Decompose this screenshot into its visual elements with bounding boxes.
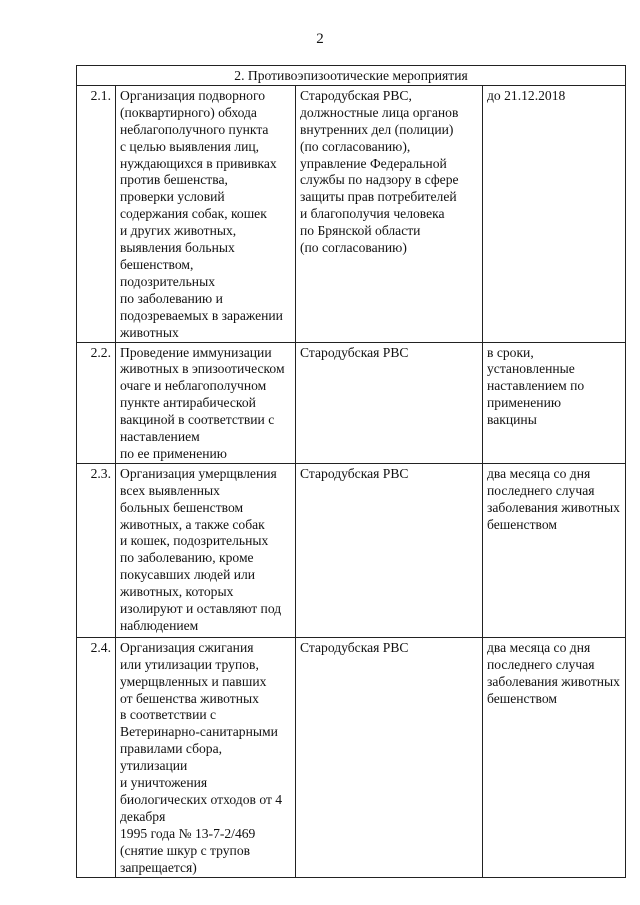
row-number: 2.4. bbox=[77, 637, 116, 877]
table-row bbox=[77, 637, 626, 877]
action-cell: Организация подворного (поквартирного) обхода неблагополучного пункта с целью выявления лиц, нуждающихся в прививках против бешенства, проверки условий содержания собак, кошек и других животных, выявления больных бешенством, подозрительных по заболеванию и подозреваемых в заражении животных bbox=[116, 85, 296, 342]
responsible-cell: Стародубская РВС bbox=[296, 342, 483, 463]
term-cell: до 21.12.2018 bbox=[483, 85, 626, 342]
row-number: 2.3. bbox=[77, 463, 116, 637]
section-header-row bbox=[77, 66, 626, 86]
table-row bbox=[77, 342, 626, 463]
responsible-cell: Стародубская РВС bbox=[296, 637, 483, 877]
measures-table bbox=[76, 65, 626, 878]
table-row bbox=[77, 85, 626, 342]
term-cell: в сроки, установленные наставлением по применению вакцины bbox=[483, 342, 626, 463]
action-cell: Организация сжигания или утилизации трупов, умерщвленных и павших от бешенства животных в соответствии с Ветеринарно-санитарными правилами сбора, утилизации и уничтожения биологических отходов от 4 декабря 1995 года № 13-7-2/469 (снятие шкур с трупов запрещается) bbox=[116, 637, 296, 877]
row-number: 2.1. bbox=[77, 85, 116, 342]
responsible-cell: Стародубская РВС bbox=[296, 463, 483, 637]
responsible-cell: Стародубская РВС, должностные лица органов внутренних дел (полиции) (по согласованию), управление Федеральной службы по надзору в сфере защиты прав потребителей и благополучия человека по Брянской области (по согласованию) bbox=[296, 85, 483, 342]
row-number: 2.2. bbox=[77, 342, 116, 463]
term-cell: два месяца со дня последнего случая заболевания животных бешенством bbox=[483, 463, 626, 637]
term-cell: два месяца со дня последнего случая заболевания животных бешенством bbox=[483, 637, 626, 877]
action-cell: Проведение иммунизации животных в эпизоотическом очаге и неблагополучном пункте антирабической вакциной в соответствии с наставлением по ее применению bbox=[116, 342, 296, 463]
page-number: 2 bbox=[316, 31, 324, 47]
section-title: 2. Противоэпизоотические мероприятия bbox=[77, 66, 626, 86]
action-cell: Организация умерщвления всех выявленных больных бешенством животных, а также собак и кошек, подозрительных по заболеванию, кроме покусавших людей или животных, которых изолируют и оставляют под наблюдением bbox=[116, 463, 296, 637]
table-row bbox=[77, 463, 626, 637]
